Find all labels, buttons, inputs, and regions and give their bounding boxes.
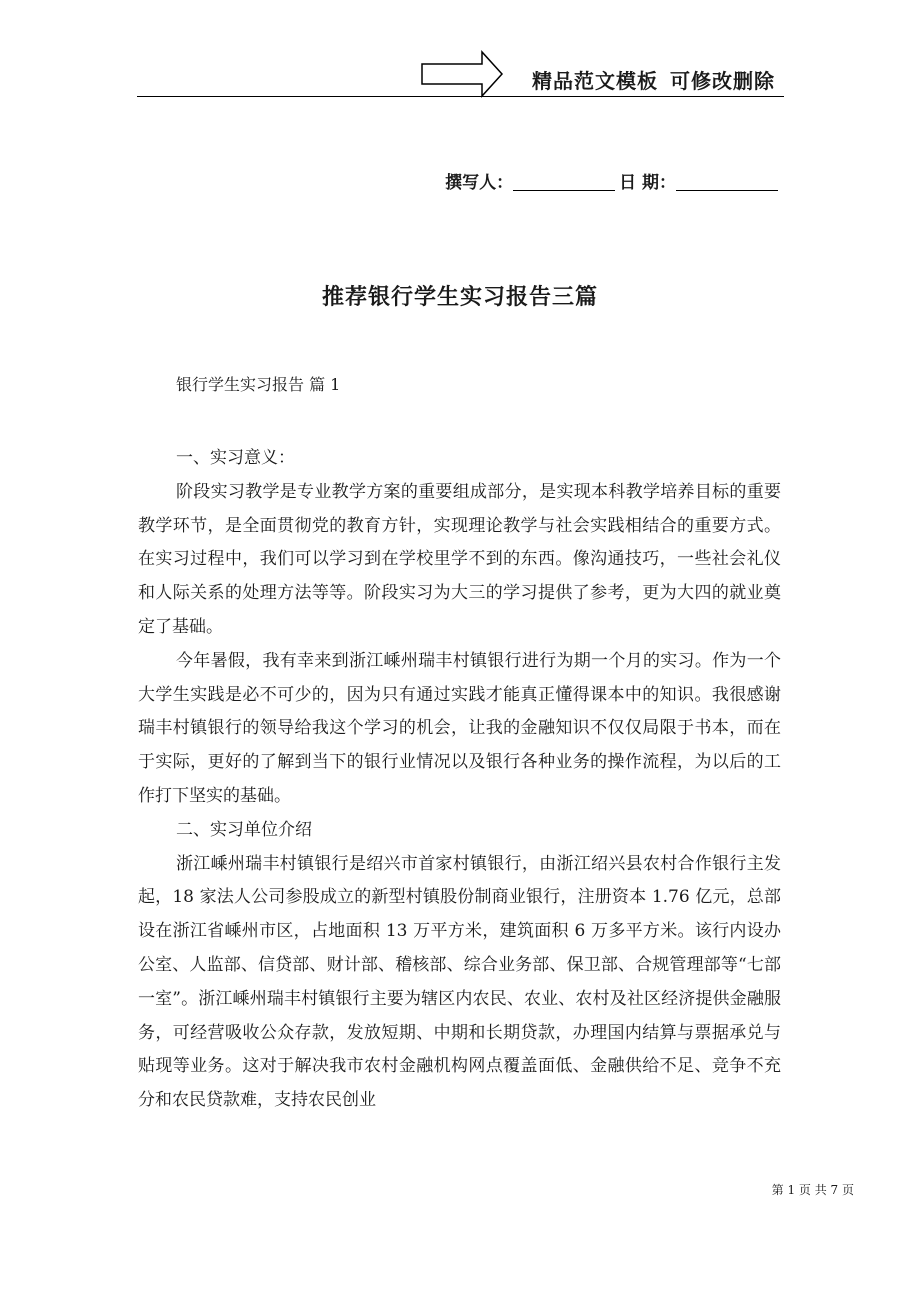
section-1-heading: 一、实习意义： bbox=[176, 448, 295, 468]
author-date-line bbox=[445, 168, 782, 193]
header-brand-editable: 可修改删除 bbox=[670, 69, 775, 93]
header-brand-template: 精品范文模板 bbox=[532, 69, 658, 93]
author-label: 撰写人： bbox=[445, 173, 514, 193]
paragraph-1: 阶段实习教学是专业教学方案的重要组成部分，是实现本科教学培养目标的重要教学环节，是全面贯彻党的教育方针，实现理论教学与社会实践相结合的重要方式。在实习过程中，我们可以学习到在学校里学不到的东西。像沟通技巧，一些社会礼仪和人际关系的处理方法等等。阶段实习为大三的学习提供了参考，更为大四的就业奠定了基础。 bbox=[138, 481, 781, 637]
date-blank bbox=[676, 174, 778, 191]
document-title: 推荐银行学生实习报告三篇 bbox=[321, 285, 598, 310]
right-arrow-icon bbox=[420, 50, 504, 98]
report-subtitle: 银行学生实习报告 篇 1 bbox=[176, 375, 341, 394]
author-blank bbox=[513, 174, 615, 191]
body-text bbox=[138, 442, 781, 1118]
page-number: 第 1 页 共 7 页 bbox=[771, 1183, 854, 1197]
date-label: 日 期： bbox=[619, 173, 676, 193]
header-brand bbox=[532, 65, 775, 94]
header-divider bbox=[137, 96, 784, 97]
paragraph-3: 浙江嵊州瑞丰村镇银行是绍兴市首家村镇银行，由浙江绍兴县农村合作银行主发起，18 家法人公司参股成立的新型村镇股份制商业银行，注册资本 1.76 亿元，总部设在浙江省嵊州市区，占地面积 13 万平方米，建筑面积 6 万多平方米。该行内设办公室、人监部、信贷部、财计部、稽核部、综合业务部、保卫部、合规管理部等“七部一室”。浙江嵊州瑞丰村镇银行主要为辖区内农民、农业、农村及社区经济提供金融服务，可经营吸收公众存款，发放短期、中期和长期贷款，办理国内结算与票据承兑与贴现等业务。这对于解决我市农村金融机构网点覆盖面低、金融供给不足、竞争不充分和农民贷款难，支持农民创业 bbox=[138, 853, 781, 1111]
section-2-heading: 二、实习单位介绍 bbox=[176, 819, 312, 840]
paragraph-2: 今年暑假，我有幸来到浙江嵊州瑞丰村镇银行进行为期一个月的实习。作为一个大学生实践是必不可少的，因为只有通过实践才能真正懂得课本中的知识。我很感谢瑞丰村镇银行的领导给我这个学习的机会，让我的金融知识不仅仅局限于书本，而在于实际，更好的了解到当下的银行业情况以及银行各种业务的操作流程，为以后的工作打下坚实的基础。 bbox=[138, 650, 781, 806]
